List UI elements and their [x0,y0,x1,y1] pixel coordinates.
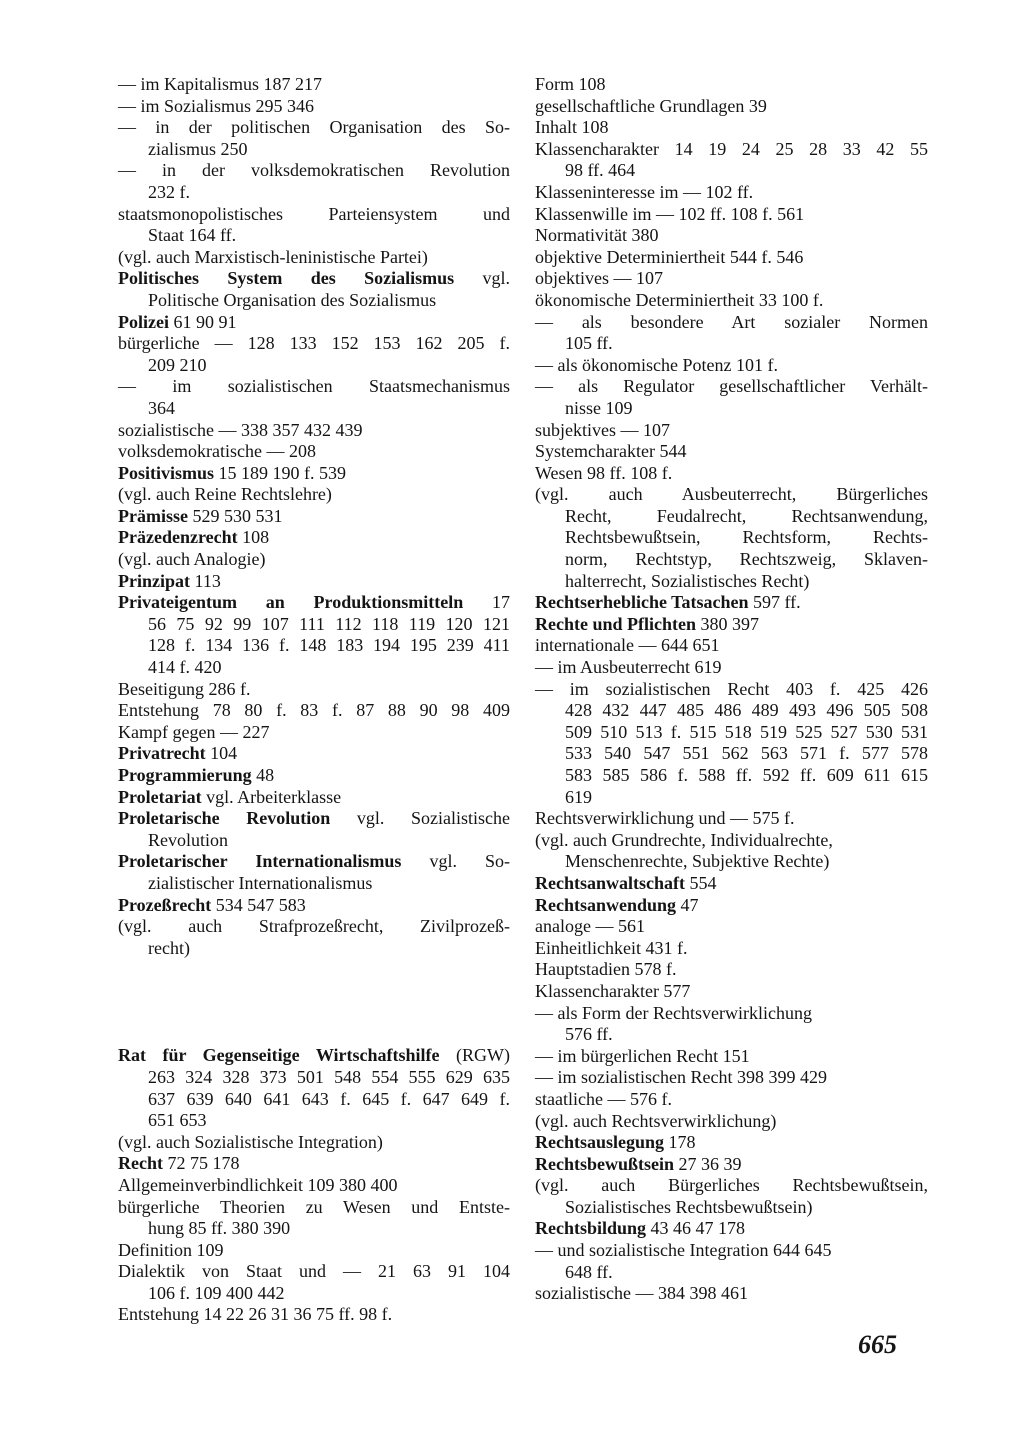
index-entry-line [535,117,928,139]
index-entry-line [535,160,928,182]
index-entry-line [535,268,928,290]
entry-text: — als Regulator gesellschaftlicher Verhält- [535,376,928,397]
entry-text: (vgl. auch Rechtsverwirklichung) [535,1110,777,1131]
index-entry-line [535,290,928,312]
entry-text: staatliche — 576 f. [535,1088,672,1109]
index-entry-line [118,182,510,204]
page-refs: 113 [194,570,221,591]
entry-text: (vgl. auch Sozialistische Integration) [118,1131,383,1152]
entry-text: Normativität 380 [535,225,659,246]
entry-text: Entstehung 78 80 f. 83 f. 87 88 90 98 409 [118,700,510,721]
headword: Rechtsbewußtsein [535,1153,675,1174]
index-entry-line [118,1067,510,1089]
headword: Recht [118,1153,163,1174]
headword: Proletariat [118,786,202,807]
index-entry-line [118,355,510,377]
index-entry-line [118,204,510,226]
entry-text: 364 [148,397,175,418]
entry-text: Kampf gegen — 227 [118,721,270,742]
index-headword-line [118,571,510,593]
index-entry-line [118,657,510,679]
entry-text: 637 639 640 641 643 f. 645 f. 647 649 f. [148,1088,510,1109]
index-entry-line [535,959,928,981]
index-headword-line [535,1132,928,1154]
page-refs: vgl. [482,268,510,289]
headword: Prämisse [118,505,188,526]
index-entry-line [118,484,510,506]
headword: Proletarischer Internationalismus [118,851,402,872]
entry-text: Klassencharakter 577 [535,980,691,1001]
entry-text: 533 540 547 551 562 563 571 f. 577 578 [565,743,928,764]
index-entry-line [118,549,510,571]
headword: Privatrecht [118,743,206,764]
index-entry-line [118,160,510,182]
index-entry-line [535,527,928,549]
entry-text: nisse 109 [565,397,633,418]
headword: Rechte und Pflichten [535,613,696,634]
page-refs: 597 ff. [753,592,801,613]
entry-text: 414 f. 420 [148,657,222,678]
index-entry-line [118,938,510,960]
index-entry-line [118,139,510,161]
entry-text: — im sozialistischen Recht 398 399 429 [535,1067,827,1088]
index-entry-line [535,765,928,787]
entry-text: Form 108 [535,74,606,94]
index-headword-line [118,527,510,549]
entry-text: 583 585 586 f. 588 ff. 592 ff. 609 611 615 [565,765,928,785]
entry-text: internationale — 644 651 [535,635,720,656]
entry-text: Allgemeinverbindlichkeit 109 380 400 [118,1174,398,1195]
entry-text: Systemcharakter 544 [535,441,687,462]
index-entry-line [535,679,928,701]
entry-text: analoge — 561 [535,916,645,937]
index-entry-line [118,441,510,463]
headword: Rechtsauslegung [535,1132,665,1153]
index-headword-line [535,614,928,636]
index-entry-line [118,290,510,312]
entry-text: recht) [148,937,190,958]
index-entry-line [118,722,510,744]
index-entry-line [535,204,928,226]
index-entry-line [535,333,928,355]
index-entry-line [535,463,928,485]
page-refs: vgl. Arbeiterklasse [206,786,342,807]
index-entry-line [535,1240,928,1262]
entry-text: Klasseninteresse im — 102 ff. [535,181,754,202]
index-entry-line [535,506,928,528]
entry-text: 619 [565,786,592,807]
index-entry-line [118,1175,510,1197]
index-entry-line [118,1132,510,1154]
headword: Programmierung [118,765,252,785]
page-refs: (RGW) [456,1045,510,1066]
entry-text: halterrecht, Sozialistisches Recht) [565,570,810,591]
page-refs: vgl. So- [429,851,510,872]
index-entry-line [535,981,928,1003]
index-headword-line [118,1153,510,1175]
entry-text: — im Ausbeuterrecht 619 [535,657,722,678]
index-headword-line [118,851,510,873]
entry-text: objektives — 107 [535,268,663,289]
page-refs: 15 189 190 f. 539 [218,462,347,483]
entry-text: — in der politischen Organisation des So- [118,117,510,138]
headword: Polizei [118,311,169,332]
index-entry-line [118,1304,510,1326]
index-entry-line [535,657,928,679]
index-entry-line [118,1283,510,1305]
page-refs: 380 397 [700,613,759,634]
index-entry-line [535,441,928,463]
index-entry-line [118,635,510,657]
index-column-left [118,74,510,1326]
index-entry-line [118,916,510,938]
index-entry-line [118,679,510,701]
entry-text: (vgl. auch Bürgerliches Rechtsbewußtsein, [535,1175,928,1196]
entry-text: 648 ff. [565,1261,613,1282]
index-headword-line [535,1154,928,1176]
entry-text: (vgl. auch Strafprozeßrecht, Zivilprozeß- [118,916,510,937]
index-entry-line [118,873,510,895]
entry-text: Rechtsverwirklichung und — 575 f. [535,808,795,829]
entry-text: Klassenwille im — 102 ff. 108 f. 561 [535,203,805,224]
index-entry-line [535,722,928,744]
headword: Rechtsanwaltschaft [535,872,685,893]
entry-text: 509 510 513 f. 515 518 519 525 527 530 531 [565,721,928,742]
entry-text: zialismus 250 [148,138,248,159]
headword: Privateigentum an Produktionsmitteln [118,592,464,613]
entry-text: Rechtsbewußtsein, Rechtsform, Rechts- [565,527,928,548]
entry-text: Beseitigung 286 f. [118,678,251,699]
headword: Rechtsanwendung [535,894,677,915]
entry-text: 56 75 92 99 107 111 112 118 119 120 121 [148,613,510,634]
index-entry-line [535,1067,928,1089]
entry-text: — im Sozialismus 295 346 [118,95,315,116]
index-entry-line [535,1003,928,1025]
index-entry-line [118,1218,510,1240]
index-entry-line [535,139,928,161]
index-entry-line [535,571,928,593]
headword: Rechtsbildung [535,1218,647,1239]
entry-text: sozialistische — 384 398 461 [535,1283,748,1304]
section-gap [118,959,510,1045]
entry-text: Wesen 98 ff. 108 f. [535,462,673,483]
entry-text: 128 f. 134 136 f. 148 183 194 195 239 411 [148,635,510,656]
entry-text: staatsmonopolistisches Parteiensystem und [118,203,510,224]
index-entry-line [118,420,510,442]
entry-text: bürgerliche — 128 133 152 153 162 205 f. [118,333,510,354]
index-entry-line [118,1110,510,1132]
entry-text: Einheitlichkeit 431 f. [535,937,688,958]
index-headword-line [118,1045,510,1067]
entry-text: Klassencharakter 14 19 24 25 28 33 42 55 [535,138,928,159]
index-entry-line [535,916,928,938]
index-headword-line [118,312,510,334]
index-entry-line [535,830,928,852]
page-refs: 72 75 178 [167,1153,240,1174]
index-entry-line [535,247,928,269]
index-entry-line [535,1024,928,1046]
entry-text: — in der volksdemokratischen Revolution [118,160,510,181]
entry-text: 105 ff. [565,333,613,354]
page-number: 665 [858,1330,897,1359]
index-headword-line [118,268,510,290]
index-entry-line [118,96,510,118]
entry-text: norm, Rechtstyp, Rechtszweig, Sklaven- [565,549,928,570]
index-entry-line [535,182,928,204]
entry-text: gesellschaftliche Grundlagen 39 [535,95,767,116]
page-refs: vgl. Sozialistische [356,808,510,829]
page-refs: 108 [242,527,270,548]
headword: Rat für Gegenseitige Wirtschaftshilfe [118,1045,440,1066]
entry-text: (vgl. auch Grundrechte, Individualrechte, [535,829,833,850]
entry-text: Dialektik von Staat und — 21 63 91 104 [118,1261,510,1282]
index-entry-line [118,247,510,269]
index-entry-line [535,376,928,398]
index-headword-line [118,808,510,830]
index-entry-line [535,1046,928,1068]
entry-text: 232 f. [148,181,190,202]
index-entry-line [535,398,928,420]
index-entry-line [535,484,928,506]
entry-text: subjektives — 107 [535,419,670,440]
entry-text: — im Kapitalismus 187 217 [118,74,322,94]
index-entry-line [118,117,510,139]
index-entry-line [535,938,928,960]
entry-text: bürgerliche Theorien zu Wesen und Entste- [118,1196,510,1217]
entry-text: — als besondere Art sozialer Normen [535,311,928,332]
index-entry-line [535,312,928,334]
entry-text: hung 85 ff. 380 390 [148,1218,291,1239]
headword: Rechtserhebliche Tatsachen [535,592,749,613]
index-entry-line [118,376,510,398]
index-entry-line [118,398,510,420]
entry-text: — als ökonomische Potenz 101 f. [535,354,778,375]
page-refs: 47 [680,894,699,915]
entry-text: Staat 164 ff. [148,225,237,246]
index-entry-line [535,1262,928,1284]
index-entry-line [535,1283,928,1305]
entry-text: 263 324 328 373 501 548 554 555 629 635 [148,1066,510,1087]
index-entry-line [535,1175,928,1197]
index-entry-line [118,700,510,722]
index-entry-line [118,1261,510,1283]
entry-text: volksdemokratische — 208 [118,441,316,462]
index-entry-line [118,830,510,852]
headword: Positivismus [118,462,215,483]
headword: Proletarische Revolution [118,808,331,829]
entry-text: 428 432 447 485 486 489 493 496 505 508 [565,700,928,721]
entry-text: Sozialistisches Rechtsbewußtsein) [565,1196,813,1217]
entry-text: 576 ff. [565,1024,613,1045]
page-refs: 61 90 91 [173,311,237,332]
index-headword-line [118,506,510,528]
index-entry-line [535,96,928,118]
index-entry-line [535,787,928,809]
index-entry-line [535,808,928,830]
entry-text: zialistischer Internationalismus [148,872,373,893]
entry-text: 98 ff. 464 [565,160,636,181]
index-entry-line [118,1089,510,1111]
index-headword-line [118,743,510,765]
page-refs: 17 [492,592,510,613]
entry-text: — im sozialistischen Recht 403 f. 425 426 [535,678,928,699]
index-entry-line [535,355,928,377]
page-refs: 104 [210,743,238,764]
headword: Prozeßrecht [118,894,212,915]
entry-text: — als Form der Rechtsverwirklichung [535,1002,812,1023]
entry-text: Recht, Feudalrecht, Rechtsanwendung, [565,505,928,526]
entry-text: Hauptstadien 578 f. [535,959,677,980]
entry-text: 106 f. 109 400 442 [148,1282,285,1303]
index-headword-line [118,787,510,809]
entry-text: Politische Organisation des Sozialismus [148,289,437,310]
page-refs: 529 530 531 [192,505,283,526]
index-entry-line [118,1197,510,1219]
entry-text: Inhalt 108 [535,117,609,138]
entry-text: ökonomische Determiniertheit 33 100 f. [535,289,824,310]
index-headword-line [118,765,510,787]
index-headword-line [118,463,510,485]
index-entry-line [535,700,928,722]
index-entry-line [118,1240,510,1262]
entry-text: (vgl. auch Analogie) [118,549,266,570]
index-headword-line [535,1218,928,1240]
entry-text: sozialistische — 338 357 432 439 [118,419,363,440]
index-entry-line [118,225,510,247]
index-entry-line [535,74,928,96]
entry-text: — im bürgerlichen Recht 151 [535,1045,750,1066]
index-entry-line [535,635,928,657]
index-entry-line [535,225,928,247]
index-entry-line [535,1111,928,1133]
entry-text: (vgl. auch Marxistisch-leninistische Partei) [118,246,428,267]
entry-text: (vgl. auch Ausbeuterrecht, Bürgerliches [535,484,928,505]
page-refs: 43 46 47 178 [650,1218,746,1239]
index-headword-line [535,895,928,917]
index-headword-line [535,592,928,614]
index-entry-line [535,1089,928,1111]
index-entry-line [118,614,510,636]
headword: Prinzipat [118,570,190,591]
page-refs: 48 [256,765,275,785]
index-headword-line [118,592,510,614]
entry-text: 651 653 [148,1110,207,1131]
page-refs: 534 547 583 [215,894,306,915]
headword: Politisches System des Sozialismus [118,268,455,289]
entry-text: Revolution [148,829,228,850]
index-entry-line [535,743,928,765]
index-entry-line [118,74,510,96]
index-headword-line [118,895,510,917]
index-entry-line [535,851,928,873]
page-refs: 27 36 39 [678,1153,742,1174]
index-headword-line [535,873,928,895]
index-entry-line [535,549,928,571]
page-refs: 178 [668,1132,696,1153]
index-entry-line [535,1197,928,1219]
entry-text: Menschenrechte, Subjektive Rechte) [565,851,830,872]
page-refs: 554 [689,872,717,893]
entry-text: — im sozialistischen Staatsmechanismus [118,376,510,397]
entry-text: Definition 109 [118,1239,224,1260]
entry-text: (vgl. auch Reine Rechtslehre) [118,484,332,505]
entry-text: objektive Determiniertheit 544 f. 546 [535,246,804,267]
entry-text: — und sozialistische Integration 644 645 [535,1240,832,1261]
index-entry-line [535,420,928,442]
headword: Präzedenzrecht [118,527,238,548]
entry-text: Entstehung 14 22 26 31 36 75 ff. 98 f. [118,1304,393,1325]
entry-text: 209 210 [148,354,207,375]
index-column-right [535,74,928,1305]
index-entry-line [118,333,510,355]
